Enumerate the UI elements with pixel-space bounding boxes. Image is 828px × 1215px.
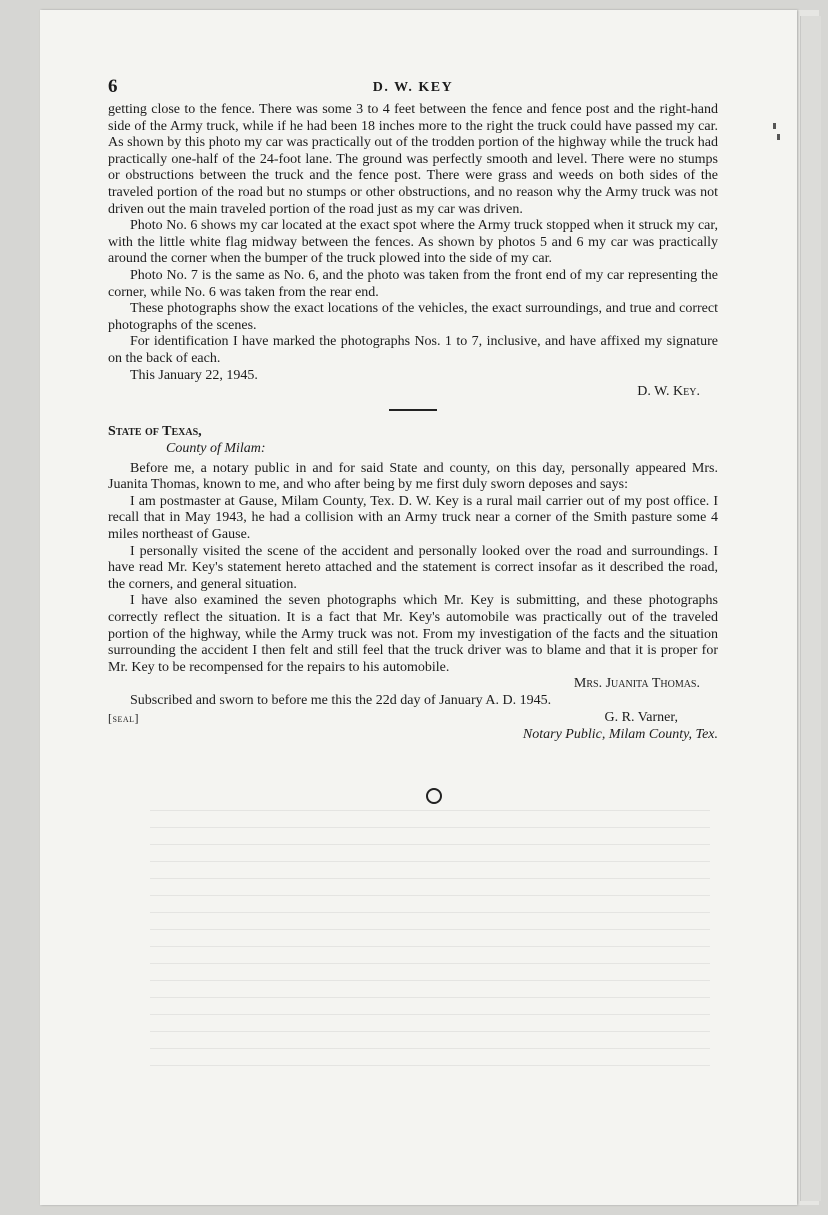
page-header — [108, 76, 718, 102]
affidavit-section — [108, 423, 718, 744]
margin-mark — [773, 123, 776, 129]
statement-signature: D. W. Key. — [637, 384, 700, 400]
underlying-page-edge — [800, 16, 821, 1201]
margin-mark — [777, 134, 780, 140]
paragraph: I personally visited the scene of the accident and personally looked over the road and surroundings. I have read Mr. Key's statement hereto attached and the statement is correct insofar as it described the road, the corners, and general situation. — [108, 543, 718, 592]
paragraph: Photo No. 7 is the same as No. 6, and the photo was taken from the front end of my car representing the corner, while No. 6 was taken from the rear end. — [108, 267, 718, 300]
paragraph: I am postmaster at Gause, Milam County, Tex. D. W. Key is a rural mail carrier out of my post office. I recall that in May 1943, he had a collision with an Army truck near a corner of the Smith pasture some 4 miles northeast of Gause. — [108, 493, 718, 543]
paragraph: For identification I have marked the photographs Nos. 1 to 7, inclusive, and have affixed my signature on the back of each. — [108, 334, 718, 366]
paragraph: These photographs show the exact locations of the vehicles, the exact surroundings, and true and correct photographs of the scenes. — [108, 301, 718, 333]
venue-state: State of Texas, — [108, 423, 202, 439]
statement-body — [108, 102, 718, 401]
reverse-side-bleed-through — [150, 800, 710, 1070]
paragraph: getting close to the fence. There was some 3 to 4 feet between the fence and fence post and the right-hand side of the Army truck, while if he had been 18 inches more to the right the truck could have passed my car. As shown by this photo my car was practically out of the trodden portion of the highway while the truck had practically one-half of the 24-foot lane. The ground was perfectly smooth and level. There were no stumps or obstructions between the truck and the fence post. There were grass and weeds on both sides of the traveled portion of the road but no stumps or other obstructions, and no reason why the Army truck was not driven out the main traveled portion of the road just as my car was driven. — [108, 102, 718, 217]
seal-row — [108, 710, 718, 727]
affiant-signature: Mrs. Juanita Thomas. — [573, 676, 700, 692]
paragraph: Before me, a notary public in and for said State and county, on this day, personally appeared Mrs. Juanita Thomas, known to me, and who after being by me first duly sworn deposes and says: — [108, 460, 718, 493]
jurat: Subscribed and sworn to before me this the 22d day of January A. D. 1945. — [130, 693, 552, 708]
paragraph: I have also examined the seven photographs which Mr. Key is submitting, and these photographs correctly reflect the situation. It is a fact that Mr. Key's automobile was practically out of the traveled portion of the highway, while the Army truck was not. From my investigation of the facts and the situation surrounding the accident I then felt and still feel that the truck driver was to blame and that it is proper for Mr. Key to be recompensed for the repairs to his automobile. — [108, 593, 718, 675]
venue-county: County of Milam: — [166, 440, 266, 456]
end-of-document-circle-icon — [426, 788, 442, 804]
paragraph: This January 22, 1945. — [130, 367, 258, 383]
notary-name: G. R. Varner, — [604, 709, 678, 725]
running-head: D. W. KEY — [372, 80, 454, 95]
paragraph: Photo No. 6 shows my car located at the exact spot where the Army truck stopped when it struck my car, with the little white flag midway between the fences. As shown by photos 5 and 6 my car was practically around the corner when the bumper of the truck plowed into the side of my car. — [108, 218, 718, 267]
page-content — [108, 76, 718, 743]
seal-mark: [seal] — [108, 710, 139, 725]
page-number: 6 — [108, 76, 118, 97]
section-divider — [389, 409, 437, 411]
notary-title: Notary Public, Milam County, Tex. — [522, 726, 718, 742]
